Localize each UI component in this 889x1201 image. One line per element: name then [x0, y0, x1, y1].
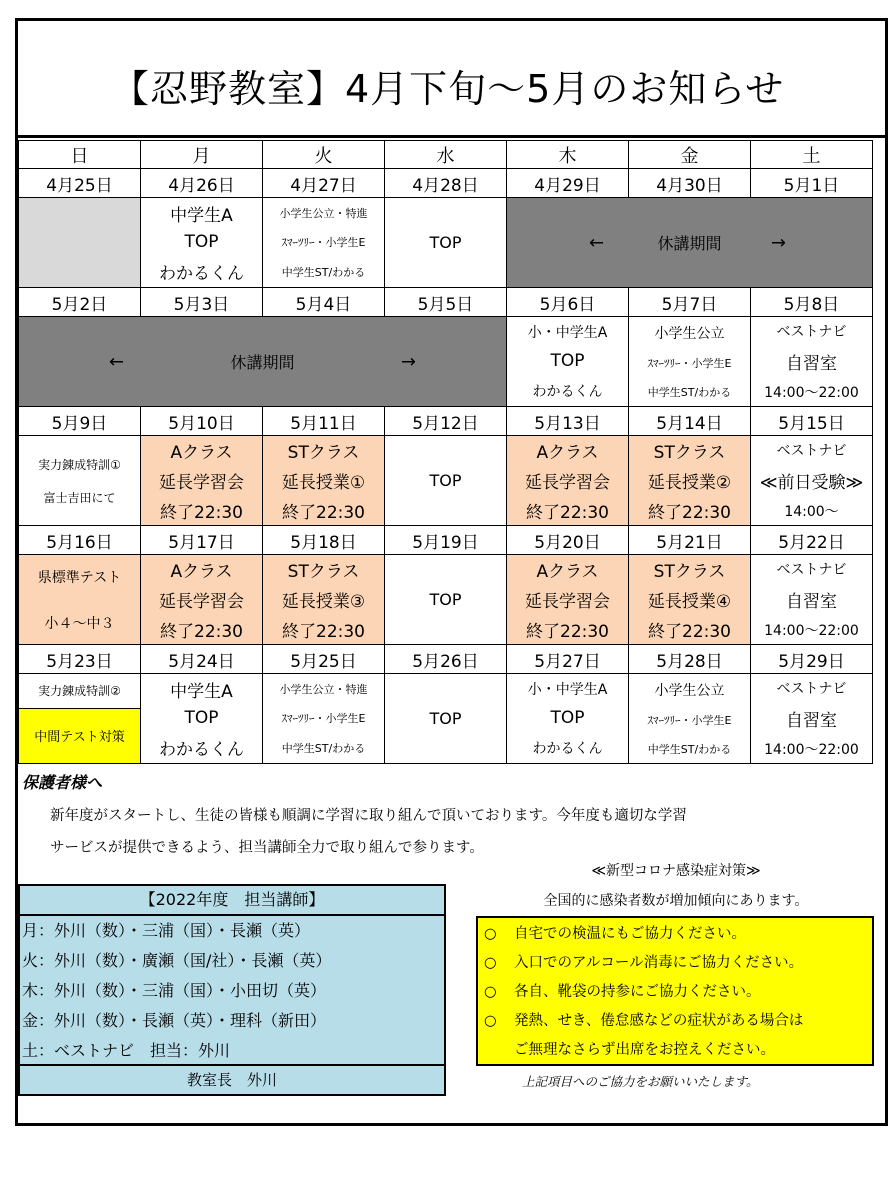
cell-line: 終了22:30: [648, 502, 731, 523]
covid-item-text: 発熱、せき、倦怠感などの症状がある場合は: [514, 1013, 804, 1029]
date-cell: 5月6日: [507, 288, 629, 317]
cell-line: 実力錬成特訓①: [38, 457, 121, 472]
covid-item-text: 入口でのアルコール消毒にご協力ください。: [514, 955, 804, 971]
date-cell: 5月7日: [629, 288, 751, 317]
cell-line: TOP: [184, 232, 219, 253]
weekday-header-row: [19, 141, 873, 169]
date-row-2: [19, 288, 873, 317]
cell-line: 中学生A: [170, 206, 233, 227]
cell-line: 小学生公立: [654, 326, 725, 343]
date-row-5: [19, 645, 873, 674]
date-row-4: [19, 526, 873, 555]
cell-line: STクラス: [287, 562, 360, 583]
cell-line: 実力錬成特訓②: [19, 674, 140, 709]
schedule-cell: [751, 317, 873, 407]
schedule-cell: [629, 436, 751, 526]
cell-line: わかるくん: [159, 739, 244, 760]
weekday-mon: 月: [141, 141, 263, 169]
cell-line: Aクラス: [536, 562, 599, 583]
schedule-row-2: [19, 317, 873, 407]
date-cell: 5月27日: [507, 645, 629, 674]
cell-line: 小学生公立: [654, 683, 725, 700]
cell-line: 終了22:30: [526, 621, 609, 642]
date-cell: 5月14日: [629, 407, 751, 436]
cell-line: 終了22:30: [526, 502, 609, 523]
schedule-cell: TOP: [385, 555, 507, 645]
closure-period-cell: [507, 198, 873, 288]
cell-line: 14:00～: [784, 504, 839, 520]
arrow-left-icon: ←: [589, 232, 605, 253]
schedule-row-1: [19, 198, 873, 288]
notice-line: サービスが提供できるよう、担当講師全力で取り組んで参ります。: [50, 840, 484, 856]
date-cell: 5月8日: [751, 288, 873, 317]
date-cell: 5月11日: [263, 407, 385, 436]
date-row-1: [19, 169, 873, 198]
schedule-cell: TOP: [385, 436, 507, 526]
teacher-row: 土：ベストナビ 担当：外川: [22, 1041, 231, 1060]
cell-line: ベストナビ: [776, 324, 847, 340]
closure-label: 休講期間: [657, 234, 722, 253]
notice-body: [50, 800, 687, 864]
schedule-cell: [19, 555, 141, 645]
teacher-box-footer: 教室長 外川: [20, 1064, 444, 1094]
teacher-row: 火：外川（数）・廣瀬（国/社）・長瀬（英）: [22, 951, 332, 970]
cell-line: 終了22:30: [282, 502, 365, 523]
bullet-circle-icon: ○: [484, 926, 497, 942]
date-cell: 4月28日: [385, 169, 507, 198]
covid-footer: 上記項目へのご協力をお願いいたします。: [522, 1074, 759, 1089]
weekday-sat: 土: [751, 141, 873, 169]
weekday-sun: 日: [19, 141, 141, 169]
date-cell: 5月12日: [385, 407, 507, 436]
schedule-cell: TOP: [385, 198, 507, 288]
cell-line: 終了22:30: [160, 502, 243, 523]
cell-line: わかるくん: [532, 384, 603, 401]
arrow-right-icon: →: [400, 351, 416, 372]
schedule-cell: [751, 674, 873, 764]
cell-line: 自習室: [786, 711, 837, 731]
notice-heading: 保護者様へ: [22, 773, 103, 792]
cell-line: 延長学習会: [525, 472, 610, 493]
cell-line: 自習室: [786, 592, 837, 612]
cell-line: 終了22:30: [282, 621, 365, 642]
teacher-box: [18, 884, 446, 1096]
date-cell: 5月10日: [141, 407, 263, 436]
covid-measures-box: [476, 916, 874, 1066]
schedule-cell: [19, 674, 141, 764]
schedule-cell: [507, 555, 629, 645]
covid-item: [484, 978, 872, 1007]
date-cell: 5月2日: [19, 288, 141, 317]
cell-line: TOP: [550, 708, 585, 729]
cell-line: 中学生ST/わかる: [647, 742, 732, 756]
date-cell: 5月24日: [141, 645, 263, 674]
cell-line: 14:00～22:00: [764, 385, 859, 401]
bullet-circle-icon: ○: [484, 1013, 497, 1029]
cell-line: 14:00～22:00: [764, 623, 859, 639]
teacher-row: 月：外川（数）・三浦（国）・長瀬（英）: [22, 921, 311, 940]
date-cell: 4月29日: [507, 169, 629, 198]
date-cell: 5月18日: [263, 526, 385, 555]
cell-line: 終了22:30: [160, 621, 243, 642]
date-cell: 5月28日: [629, 645, 751, 674]
cell-line: ベストナビ: [776, 562, 847, 578]
title-area: [15, 18, 888, 138]
teacher-box-title: 【2022年度 担当講師】: [20, 886, 444, 916]
schedule-cell: [507, 674, 629, 764]
empty-cell: [19, 198, 141, 288]
date-cell: 5月15日: [751, 407, 873, 436]
date-cell: 5月23日: [19, 645, 141, 674]
cell-line: Aクラス: [170, 443, 233, 464]
bullet-circle-icon: ○: [484, 984, 497, 1000]
cell-line: 延長授業③: [281, 591, 366, 612]
cell-line: 中学生A: [170, 682, 233, 703]
page-title: 【忍野教室】4月下旬～5月のお知らせ: [111, 67, 785, 111]
cell-line: ｽﾏｰﾂﾘｰ・小学生E: [647, 357, 732, 371]
date-cell: 4月27日: [263, 169, 385, 198]
schedule-cell: [263, 674, 385, 764]
date-cell: 5月20日: [507, 526, 629, 555]
date-cell: 5月26日: [385, 645, 507, 674]
cell-line: STクラス: [653, 562, 726, 583]
schedule-cell: [141, 674, 263, 764]
date-cell: 5月17日: [141, 526, 263, 555]
schedule-row-5: [19, 674, 873, 764]
schedule-cell: [507, 436, 629, 526]
cell-line: ベストナビ: [776, 443, 847, 459]
covid-item-text: 自宅での検温にもご協力ください。: [514, 926, 746, 942]
cell-line: 延長授業①: [281, 472, 366, 493]
schedule-row-4: [19, 555, 873, 645]
cell-line: 県標準テスト: [37, 569, 122, 586]
cell-line: 延長学習会: [159, 472, 244, 493]
cell-line: 延長授業④: [647, 591, 732, 612]
covid-item: [484, 1007, 872, 1036]
notice-line: 新年度がスタートし、生徒の皆様も順調に学習に取り組んで頂いております。今年度も適切な学習: [50, 808, 687, 824]
cell-line: わかるくん: [159, 263, 244, 284]
cell-line: 延長学習会: [159, 591, 244, 612]
closure-label: 休講期間: [230, 353, 295, 372]
schedule-cell: [141, 555, 263, 645]
schedule-cell: TOP: [385, 674, 507, 764]
weekday-tue: 火: [263, 141, 385, 169]
schedule-cell: [19, 436, 141, 526]
cell-line: 延長授業②: [647, 472, 732, 493]
date-cell: 4月26日: [141, 169, 263, 198]
weekday-fri: 金: [629, 141, 751, 169]
schedule-cell: [263, 198, 385, 288]
schedule-cell: [751, 436, 873, 526]
cell-line: ｽﾏｰﾂﾘｰ・小学生E: [647, 714, 732, 728]
date-cell: 5月1日: [751, 169, 873, 198]
schedule-cell: [263, 436, 385, 526]
cell-line: ｽﾏｰﾂﾘｰ・小学生E: [281, 236, 366, 250]
covid-item-text: 各自、靴袋の持参にご協力ください。: [514, 984, 761, 1000]
date-cell: 5月13日: [507, 407, 629, 436]
bullet-circle-icon: ○: [484, 955, 497, 971]
cell-line: ベストナビ: [776, 681, 847, 697]
cell-line: Aクラス: [170, 562, 233, 583]
arrow-left-icon: ←: [109, 351, 125, 372]
cell-line: 延長学習会: [525, 591, 610, 612]
date-cell: 4月30日: [629, 169, 751, 198]
cell-line: 14:00～22:00: [764, 742, 859, 758]
schedule-cell: [751, 555, 873, 645]
covid-heading: ≪新型コロナ感染症対策≫: [591, 863, 761, 879]
cell-line: ｽﾏｰﾂﾘｰ・小学生E: [281, 712, 366, 726]
date-cell: 5月29日: [751, 645, 873, 674]
cell-line: TOP: [550, 351, 585, 372]
date-cell: 5月9日: [19, 407, 141, 436]
cell-line: 小学生公立・特進: [279, 206, 368, 220]
cell-line: TOP: [184, 708, 219, 729]
date-cell: 4月25日: [19, 169, 141, 198]
schedule-cell: [141, 436, 263, 526]
date-cell: 5月19日: [385, 526, 507, 555]
cell-line: STクラス: [287, 443, 360, 464]
cell-line: ≪前日受験≫: [759, 473, 864, 493]
cell-line: 小・中学生A: [527, 324, 608, 341]
cell-line: 小４～中３: [44, 615, 115, 632]
date-cell: 5月22日: [751, 526, 873, 555]
cell-line: 中学生ST/わかる: [281, 266, 366, 280]
date-cell: 5月3日: [141, 288, 263, 317]
schedule-cell: [629, 317, 751, 407]
covid-subheading: 全国的に感染者数が増加傾向にあります。: [543, 893, 809, 909]
teacher-row: 金：外川（数）・長瀬（英）・理科（新田）: [22, 1011, 327, 1030]
schedule-cell: [141, 198, 263, 288]
schedule-cell: [507, 317, 629, 407]
date-row-3: [19, 407, 873, 436]
cell-line: 中学生ST/わかる: [647, 385, 732, 399]
cell-line: 小学生公立・特進: [279, 682, 368, 696]
covid-item-continuation: ご無理なさらず出席をお控えください。: [514, 1042, 775, 1058]
cell-line: 中学生ST/わかる: [281, 742, 366, 756]
schedule-row-3: [19, 436, 873, 526]
highlight-cell: 中間テスト対策: [19, 709, 140, 763]
schedule-cell: [263, 555, 385, 645]
weekday-wed: 水: [385, 141, 507, 169]
closure-period-cell: [19, 317, 507, 407]
date-cell: 5月4日: [263, 288, 385, 317]
cell-line: 小・中学生A: [527, 681, 608, 698]
date-cell: 5月21日: [629, 526, 751, 555]
date-cell: 5月16日: [19, 526, 141, 555]
covid-item: [484, 949, 872, 978]
arrow-right-icon: →: [770, 232, 786, 253]
schedule-calendar: [18, 140, 873, 764]
cell-line: 終了22:30: [648, 621, 731, 642]
date-cell: 5月5日: [385, 288, 507, 317]
cell-line: 富士吉田にて: [43, 490, 116, 505]
date-cell: 5月25日: [263, 645, 385, 674]
cell-line: Aクラス: [536, 443, 599, 464]
schedule-cell: [629, 555, 751, 645]
cell-line: 自習室: [786, 354, 837, 374]
cell-line: わかるくん: [532, 741, 603, 758]
cell-line: STクラス: [653, 443, 726, 464]
weekday-thu: 木: [507, 141, 629, 169]
covid-item: [484, 920, 872, 949]
teacher-row: 木：外川（数）・三浦（国）・小田切（英）: [22, 981, 327, 1000]
schedule-cell: [629, 674, 751, 764]
